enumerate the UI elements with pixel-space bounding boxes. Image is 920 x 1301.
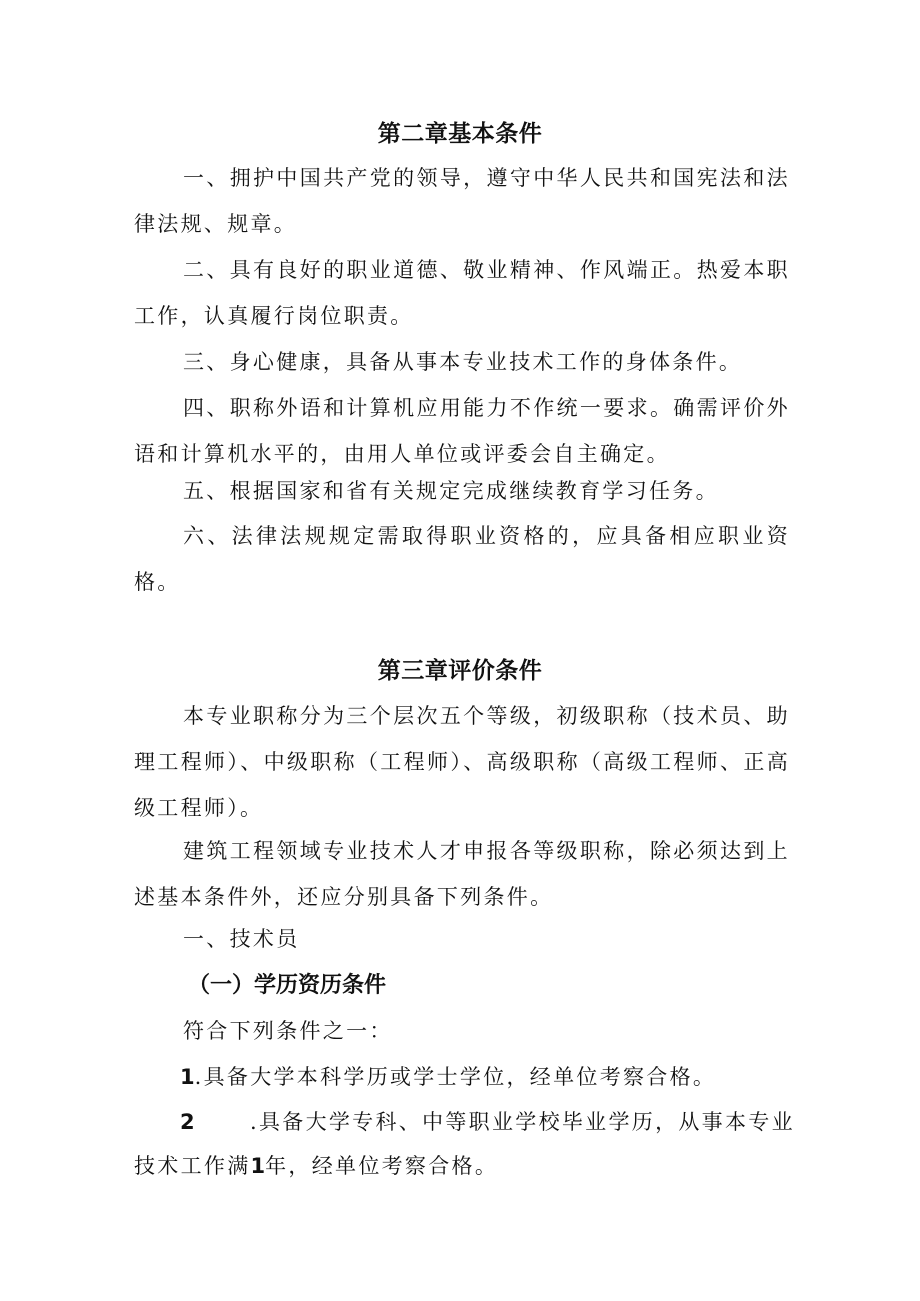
condition-1-text: .具备大学本科学历或学士学位，经单位考察合格。 — [194, 1065, 717, 1089]
chapter-2-item-5: 五、根据国家和省有关规定完成继续教育学习任务。 — [183, 479, 719, 503]
condition-2-text-c: 年，经单位考察合格。 — [265, 1154, 499, 1178]
condition-2-number: 2 — [180, 1110, 195, 1134]
chapter-2-item-1: 一、拥护中国共产党的领导，遵守中华人民共和国宪法和法律法规、规章。 — [134, 166, 790, 236]
condition-2-years: 1 — [250, 1154, 266, 1178]
chapter-2-item-3: 三、身心健康，具备从事本专业技术工作的身体条件。 — [183, 350, 743, 374]
chapter-2-item-6: 六、法律法规规定需取得职业资格的，应具备相应职业资格。 — [134, 524, 790, 594]
chapter-3-requirement: 建筑工程领域专业技术人才申报各等级职称，除必须达到上述基本条件外，还应分别具备下列条件。 — [134, 839, 790, 909]
condition-intro: 符合下列条件之一： — [183, 1019, 393, 1043]
condition-1-number: 1 — [180, 1065, 195, 1089]
chapter-3-intro: 本专业职称分为三个层次五个等级，初级职称（技术员、助理工程师）、中级职称（工程师）、高级职称（高级工程师、正高级工程师）。 — [134, 704, 790, 820]
chapter-3-title: 第三章评价条件 — [377, 658, 543, 684]
condition-2-text: .具备大学专科、中等职业学校毕业学历，从事本专业 — [250, 1110, 795, 1134]
chapter-2-item-4: 四、职称外语和计算机应用能力不作统一要求。确需评价外语和计算机水平的，由用人单位或评委会自主确定。 — [134, 396, 790, 466]
chapter-2-title: 第二章基本条件 — [377, 121, 543, 147]
level-technician: 一、技术员 — [183, 927, 300, 951]
condition-1 — [180, 1054, 836, 1100]
section-education-title: （一）学历资历条件 — [188, 973, 387, 998]
condition-2-continued — [134, 1143, 790, 1189]
condition-2 — [180, 1099, 836, 1145]
chapter-2-item-2: 二、具有良好的职业道德、敬业精神、作风端正。热爱本职工作，认真履行岗位职责。 — [134, 258, 790, 328]
condition-2-text-b: 技术工作满 — [134, 1154, 251, 1178]
